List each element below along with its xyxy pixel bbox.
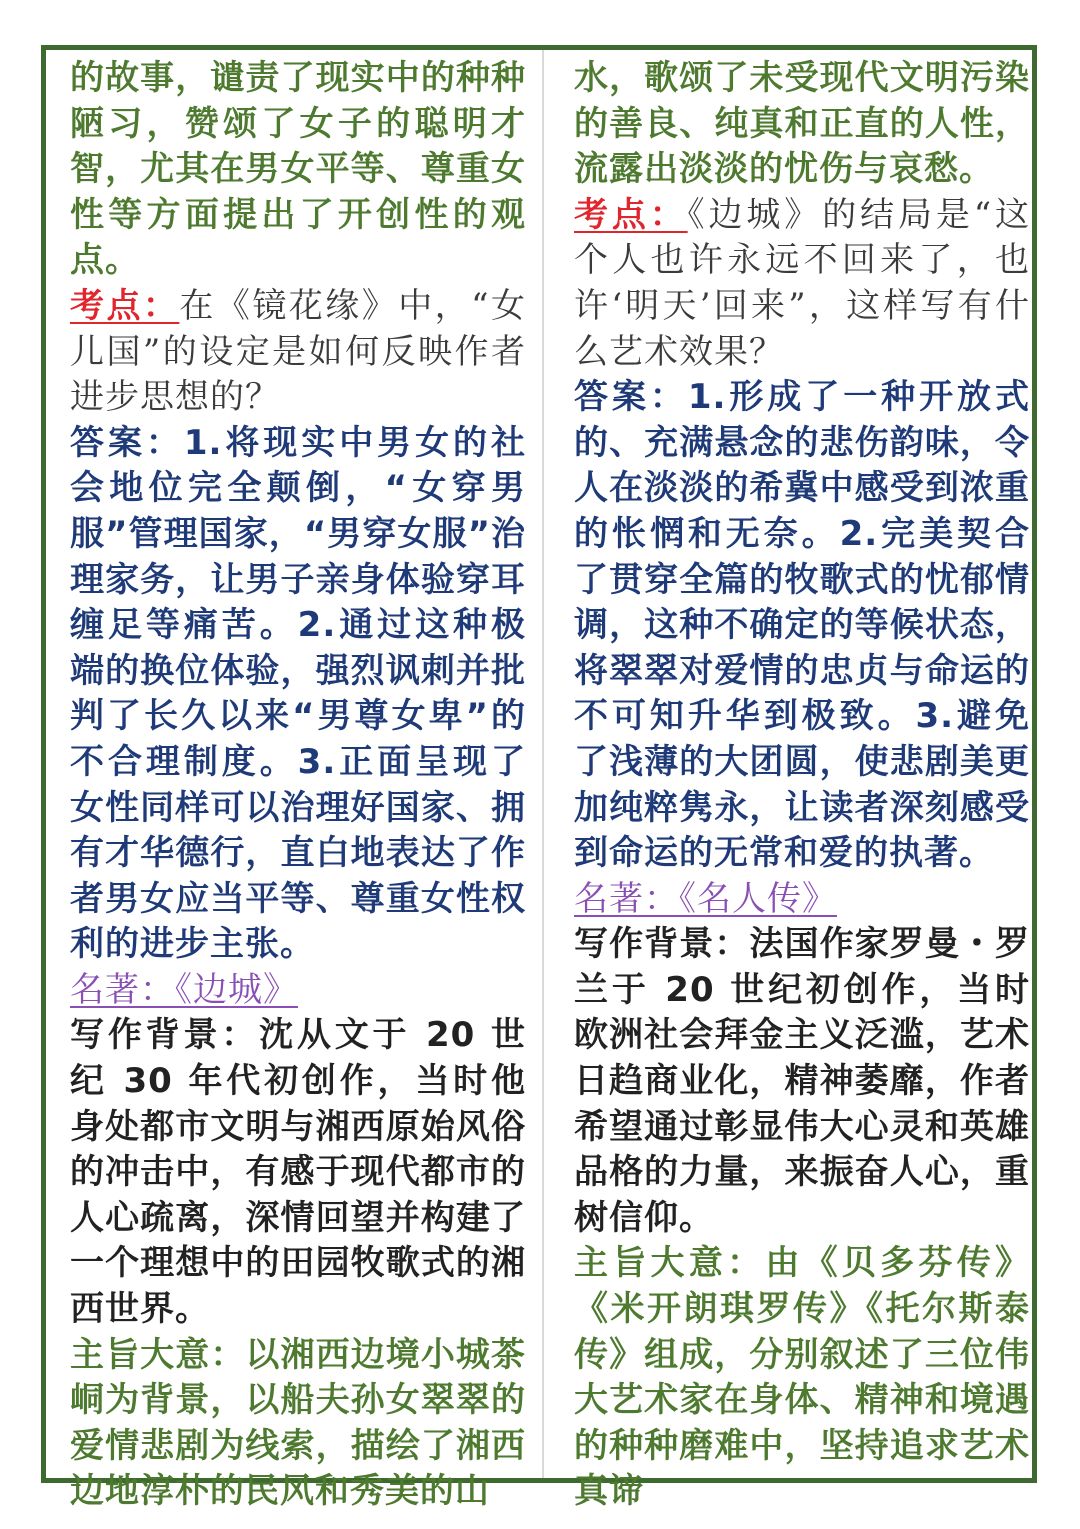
right-summary-continuation: 水，歌颂了未受现代文明污染的善良、纯真和正直的人性，流露出淡淡的忧伤与哀愁。	[574, 58, 1030, 190]
right-kaodian-question: 《边城》的结局是“这个人也许永远不回来了，也许‘明天’回来”，这样写有什么艺术效果？	[574, 194, 1030, 372]
left-kaodian-question: 在《镜花缘》中，“女儿国”的设定是如何反映作者进步思想的？	[70, 285, 526, 418]
left-column	[70, 56, 526, 1515]
left-writing-background: 写作背景：沈从文于 20 世纪 30 年代初创作，当时他身处都市文明与湘西原始风俗的冲击中，有感于现代都市的人心疏离，深情回望并构建了一个理想中的田园牧歌式的湘西世界。	[70, 1015, 526, 1330]
left-mingzhu-title: 名著：《边城》	[70, 969, 298, 1010]
right-mingzhu-title: 名著：《名人传》	[574, 878, 837, 919]
right-mingzhu	[574, 877, 1030, 923]
page-frame	[41, 45, 1037, 1512]
column-divider	[542, 50, 544, 1478]
left-kaodian	[70, 284, 526, 421]
left-answer: 答案：1.将现实中男女的社会地位完全颠倒，“女穿男服”管理国家，“男穿女服”治理家务，让男子亲身体验穿耳缠足等痛苦。2.通过这种极端的换位体验，强烈讽刺并批判了长久以来“男尊女卑”的不合理制度。3.正面呈现了女性同样可以治理好国家、拥有才华德行，直白地表达了作者男女应当平等、尊重女性权利的进步主张。	[70, 422, 526, 965]
left-mingzhu	[70, 968, 526, 1014]
right-kaodian-label: 考点：	[574, 194, 688, 235]
left-summary-continuation: 的故事，谴责了现实中的种种陋习，赞颂了女子的聪明才智，尤其在男女平等、尊重女性等方面提出了开创性的观点。	[70, 58, 526, 281]
right-writing-background: 写作背景：法国作家罗曼・罗兰于 20 世纪初创作，当时欧洲社会拜金主义泛滥，艺术日趋商业化，精神萎靡，作者希望通过彰显伟大心灵和英雄品格的力量，来振奋人心，重树信仰。	[574, 924, 1030, 1238]
left-kaodian-label: 考点：	[70, 285, 180, 326]
right-answer: 答案：1.形成了一种开放式的、充满悬念的悲伤韵味，令人在淡淡的希冀中感受到浓重的怅惘和无奈。2.完美契合了贯穿全篇的牧歌式的忧郁情调，这种不确定的等候状态，将翠翠对爱情的忠贞与命运的不可知升华到极致。3.避免了浅薄的大团圆，使悲剧美更加纯粹隽永，让读者深刻感受到命运的无常和爱的执著。	[574, 377, 1030, 874]
right-column	[574, 56, 1030, 1515]
left-theme: 主旨大意：以湘西边境小城茶峒为背景，以船夫孙女翠翠的爱情悲剧为线索，描绘了湘西边地淳朴的民风和秀美的山	[70, 1334, 526, 1512]
right-theme: 主旨大意：由《贝多芬传》《米开朗琪罗传》《托尔斯泰传》组成，分别叙述了三位伟大艺术家在身体、精神和境遇的种种磨难中，坚持追求艺术真谛	[574, 1243, 1030, 1512]
right-kaodian	[574, 193, 1030, 375]
